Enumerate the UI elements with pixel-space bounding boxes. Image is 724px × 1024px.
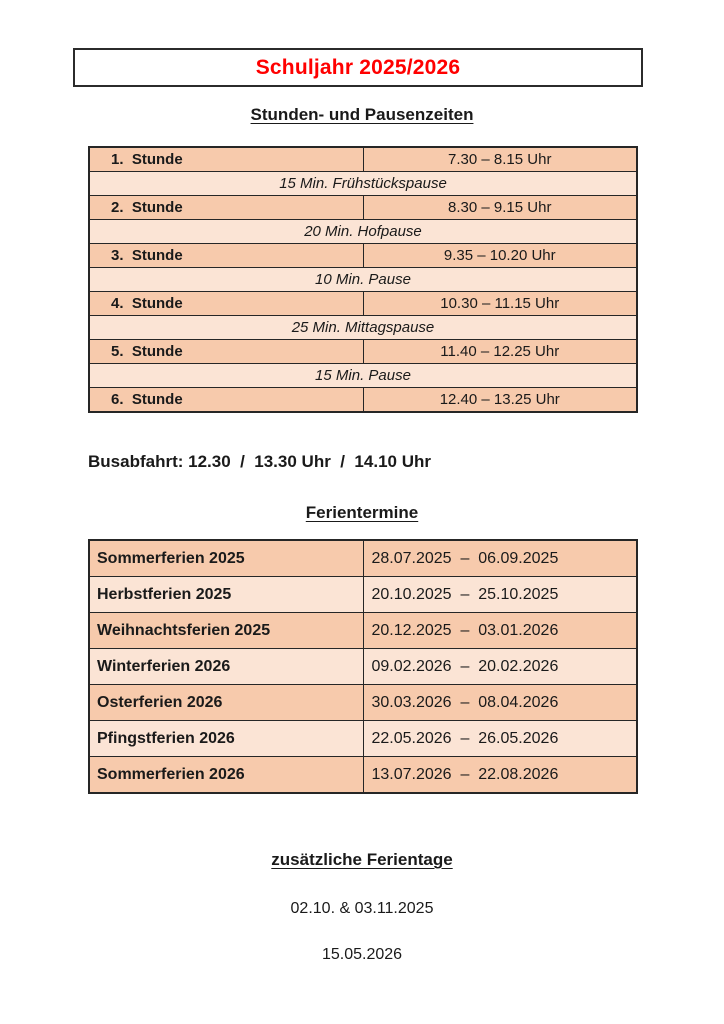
holiday-row <box>89 685 637 721</box>
title-box <box>73 48 643 87</box>
holiday-name: Osterferien 2026 <box>89 685 363 721</box>
holiday-dates: 09.02.2026 – 20.02.2026 <box>363 649 637 685</box>
holiday-row <box>89 613 637 649</box>
break-row-5 <box>89 364 637 388</box>
holiday-dates: 20.12.2025 – 03.01.2026 <box>363 613 637 649</box>
holiday-name: Herbstferien 2025 <box>89 577 363 613</box>
page-title: Schuljahr 2025/2026 <box>255 55 461 79</box>
lesson-time: 12.40 – 13.25 Uhr <box>363 388 637 413</box>
lesson-row-4 <box>89 292 637 316</box>
holiday-dates: 13.07.2026 – 22.08.2026 <box>363 757 637 794</box>
break-row-2 <box>89 220 637 244</box>
extra-days-line-1: 02.10. & 03.11.2025 <box>290 900 434 917</box>
holiday-row <box>89 721 637 757</box>
extra-days-heading: zusätzliche Ferientage <box>271 850 453 869</box>
break-row-4 <box>89 316 637 340</box>
holiday-name: Sommerferien 2025 <box>89 540 363 577</box>
lesson-row-6 <box>89 388 637 413</box>
holiday-name: Pfingstferien 2026 <box>89 721 363 757</box>
lesson-name: 6. Stunde <box>89 388 363 413</box>
break-label: 15 Min. Frühstückspause <box>89 172 637 196</box>
holiday-name: Sommerferien 2026 <box>89 757 363 794</box>
lesson-name: 2. Stunde <box>89 196 363 220</box>
break-label: 10 Min. Pause <box>89 268 637 292</box>
lesson-row-5 <box>89 340 637 364</box>
extra-days-line-2: 15.05.2026 <box>321 946 403 963</box>
lesson-time: 10.30 – 11.15 Uhr <box>363 292 637 316</box>
break-label: 15 Min. Pause <box>89 364 637 388</box>
break-label: 20 Min. Hofpause <box>89 220 637 244</box>
holiday-row <box>89 757 637 794</box>
bus-departure-line: Busabfahrt: 12.30 / 13.30 Uhr / 14.10 Uhr <box>88 452 431 471</box>
lesson-row-3 <box>89 244 637 268</box>
lesson-name: 1. Stunde <box>89 147 363 172</box>
break-label: 25 Min. Mittagspause <box>89 316 637 340</box>
holiday-dates: 20.10.2025 – 25.10.2025 <box>363 577 637 613</box>
schedule-heading: Stunden- und Pausenzeiten <box>250 105 474 124</box>
lesson-time: 8.30 – 9.15 Uhr <box>363 196 637 220</box>
holiday-dates: 30.03.2026 – 08.04.2026 <box>363 685 637 721</box>
lesson-time: 11.40 – 12.25 Uhr <box>363 340 637 364</box>
holiday-dates: 22.05.2026 – 26.05.2026 <box>363 721 637 757</box>
holiday-dates: 28.07.2025 – 06.09.2025 <box>363 540 637 577</box>
holiday-name: Winterferien 2026 <box>89 649 363 685</box>
lesson-name: 5. Stunde <box>89 340 363 364</box>
lesson-name: 3. Stunde <box>89 244 363 268</box>
lesson-row-2 <box>89 196 637 220</box>
lesson-time: 7.30 – 8.15 Uhr <box>363 147 637 172</box>
lesson-row-1 <box>89 147 637 172</box>
holiday-name: Weihnachtsferien 2025 <box>89 613 363 649</box>
lesson-name: 4. Stunde <box>89 292 363 316</box>
holidays-heading: Ferientermine <box>305 503 419 522</box>
holiday-row <box>89 540 637 577</box>
holiday-table <box>88 539 638 794</box>
break-row-1 <box>89 172 637 196</box>
break-row-3 <box>89 268 637 292</box>
holiday-row <box>89 577 637 613</box>
holiday-row <box>89 649 637 685</box>
lesson-time: 9.35 – 10.20 Uhr <box>363 244 637 268</box>
schedule-table <box>88 146 638 413</box>
